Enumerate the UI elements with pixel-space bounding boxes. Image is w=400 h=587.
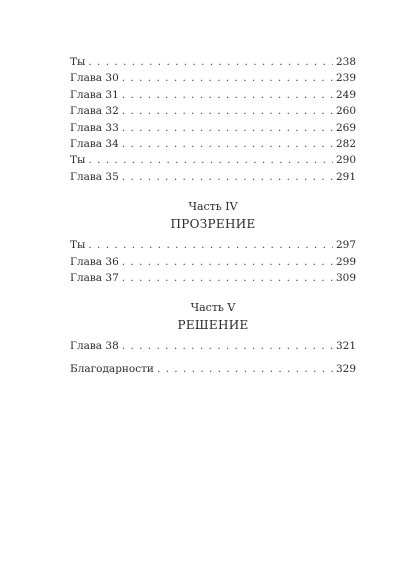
toc-entry-label: Глава 33 — [70, 121, 119, 134]
toc-entry-page: 260 — [335, 105, 356, 118]
toc-entry[interactable] — [70, 270, 356, 286]
part-heading — [70, 199, 356, 233]
toc-entry[interactable] — [70, 54, 356, 70]
toc-entry[interactable] — [70, 87, 356, 103]
toc-entry-label: Ты — [70, 154, 86, 167]
toc-entry-label: Глава 30 — [70, 72, 119, 85]
toc-entry-page: 309 — [335, 271, 356, 284]
part-number: Часть IV — [188, 200, 238, 214]
toc-entry-label: Глава 34 — [70, 137, 119, 150]
toc-entry-label: Глава 35 — [70, 170, 119, 183]
dot-leader — [122, 136, 333, 152]
dot-leader — [122, 87, 333, 103]
dot-leader — [122, 120, 333, 136]
toc-entry-label: Глава 36 — [70, 255, 119, 268]
dot-leader — [157, 361, 333, 377]
dot-leader — [122, 169, 333, 185]
toc-entry-page: 321 — [335, 340, 356, 353]
toc-entry-label: Глава 31 — [70, 88, 119, 101]
dot-leader — [122, 254, 333, 270]
toc-entry-page: 239 — [335, 72, 356, 85]
dot-leader — [122, 103, 333, 119]
table-of-contents — [70, 54, 356, 377]
toc-entry-label: Ты — [70, 56, 86, 68]
part-title: РЕШЕНИЕ — [177, 318, 249, 333]
toc-entry[interactable] — [70, 103, 356, 119]
toc-entry[interactable] — [70, 338, 356, 354]
toc-entry[interactable] — [70, 169, 356, 185]
toc-entry-page: 238 — [335, 56, 356, 68]
dot-leader — [122, 338, 333, 354]
dot-leader — [88, 152, 333, 168]
toc-entry-label: Глава 32 — [70, 105, 119, 118]
toc-entry[interactable] — [70, 120, 356, 136]
toc-entry-label: Глава 38 — [70, 340, 119, 353]
toc-entry-label: Благодарности — [70, 362, 154, 375]
part-number: Часть V — [190, 301, 236, 315]
toc-entry[interactable] — [70, 152, 356, 168]
toc-entry-page: 249 — [335, 88, 356, 101]
toc-entry-page: 269 — [335, 121, 356, 134]
toc-entry-label: Ты — [70, 239, 86, 252]
toc-entry-page: 329 — [335, 362, 356, 375]
toc-entry-label: Глава 37 — [70, 271, 119, 284]
dot-leader — [122, 270, 333, 286]
toc-entry[interactable] — [70, 254, 356, 270]
part-heading — [70, 300, 356, 334]
toc-entry-page: 282 — [335, 137, 356, 150]
toc-entry[interactable] — [70, 237, 356, 253]
toc-entry-acknowledgements[interactable] — [70, 361, 356, 377]
toc-entry-page: 291 — [335, 170, 356, 183]
part-title: ПРОЗРЕНИЕ — [170, 217, 256, 232]
toc-entry[interactable] — [70, 136, 356, 152]
toc-entry-page: 299 — [335, 255, 356, 268]
dot-leader — [88, 237, 333, 253]
toc-entry[interactable] — [70, 70, 356, 86]
toc-entry-page: 297 — [335, 239, 356, 252]
toc-entry-page: 290 — [335, 154, 356, 167]
dot-leader — [88, 54, 333, 70]
dot-leader — [122, 70, 333, 86]
